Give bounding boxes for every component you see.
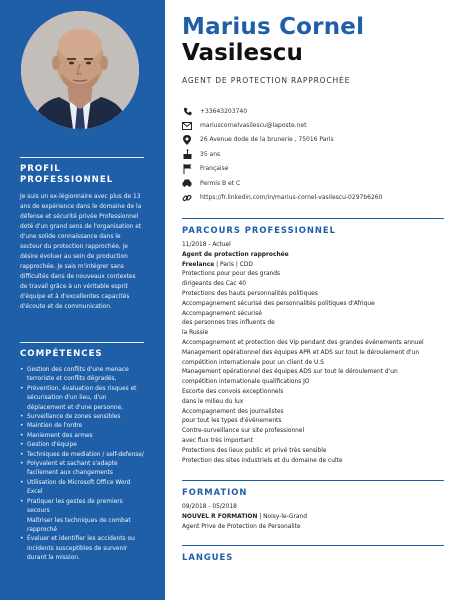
contact-license (182, 176, 447, 190)
experience-entry (182, 241, 444, 466)
skill-item: • Techniques de mediation / self-defense/ (20, 451, 144, 460)
experience-detail-line: Accompagnement sécurisé (182, 310, 262, 317)
experience-details (182, 270, 444, 466)
last-name: Vasilescu (182, 40, 303, 66)
experience-detail-line: Contre-surveillance sur site professionnel (182, 428, 305, 435)
formation-degree-line (182, 513, 444, 523)
languages-title: LANGUES (182, 552, 234, 562)
contact-list (182, 104, 447, 205)
experience-detail-line: pour tout les types d'événements (182, 418, 282, 425)
skill-item: • Utilisation de Microsoft Office Word Excel (20, 479, 144, 498)
experience-company-line (182, 261, 444, 271)
contact-linkedin (182, 190, 447, 204)
skill-item: • Prévention, évaluation des risques et sécurisation d'un lieu, d'un déplacement et d'une personne, (20, 385, 144, 413)
link-icon (182, 193, 192, 203)
contact-nationality-text: Française (200, 165, 229, 173)
experience-detail-line: Management opérationnel des équipes ADS sur tout le déroulement d'un (182, 369, 398, 376)
experience-detail-line: dans le milieu du lux (182, 398, 244, 405)
experience-detail-line: compétition internationale pour un client de U.S (182, 359, 324, 366)
profile-divider (20, 157, 144, 158)
experience-detail-line: Accompagnement des journalistes (182, 408, 284, 415)
formation-divider (182, 480, 444, 481)
contact-age-text: 35 ans (200, 150, 221, 158)
experience-detail-line: Accompagnement et protection des Vip pendant des grandes événements annuel (182, 339, 424, 346)
contact-license-text: Permis B et C (200, 179, 241, 187)
experience-detail-line: compétition internationale qualifications JO (182, 379, 310, 386)
formation-degree: NOUVEL R FORMATION (182, 513, 258, 520)
skills-divider (20, 342, 144, 343)
formation-title: FORMATION (182, 487, 248, 497)
experience-detail-line: dirigeants des Cac 40 (182, 281, 247, 288)
first-name: Marius Cornel (182, 14, 365, 40)
experience-title: PARCOURS PROFESSIONNEL (182, 225, 336, 235)
experience-divider (182, 218, 444, 219)
profile-text: Je suis un ex-légionnaire avec plus de 13 ans de expérience dans le domaine de la défense et sécurité privée Professionnel doté d'un grand sens de l'organisation et d'une solide connaissance dans le secteur du protection rapprochée, je désire évoluer au sein de production rapprochée. Je sais m'intégrer sans difficultés dans de nouveaux contextes de travail grâce à un véritable esprit d'équipe et à d'excellentes capacités d'écoute et de communication. (20, 194, 142, 310)
contact-phone (182, 104, 447, 118)
location-icon (182, 135, 192, 145)
experience-detail-line: Protection des sites industriels et du domaine de culte (182, 457, 343, 464)
experience-section (182, 218, 444, 466)
experience-detail-line: Protections des hauts personnalités politiques (182, 290, 318, 297)
experience-detail-line: Escorte des convois exceptionnels (182, 388, 284, 395)
contact-email-text[interactable]: mariuscornelvasilescu@laposte.net (200, 122, 307, 130)
experience-detail-line: Accompagnement sécurisé des personnalités politiques d'Afrique (182, 300, 375, 307)
contact-nationality (182, 162, 447, 176)
experience-detail-line: Management opérationnel des équipes APR et ADS sur tout le déroulement d'un (182, 349, 420, 356)
experience-detail-line: Protections pour pour des grands (182, 271, 281, 278)
contact-address (182, 133, 447, 147)
skill-item: Maîtriser les techniques de combat rapproché (27, 517, 131, 533)
skill-item: • Surveillance de zones sensibles (20, 413, 144, 422)
profile-photo (21, 11, 139, 129)
job-title: AGENT DE PROTECTION RAPPROCHÉE (182, 76, 351, 85)
contact-linkedin-text[interactable]: https://fr.linkedin.com/in/marius-cornel-vasilescu-0297b6260 (200, 194, 383, 202)
contact-address-text: 26 Avenue dode de la brunerie , 75016 Paris (200, 136, 334, 144)
formation-dates: 09/2018 - 05/2018 (182, 504, 237, 510)
skill-item: • Maniement des armes (20, 432, 144, 441)
profile-title: PROFIL PROFESSIONNEL (20, 164, 114, 185)
email-icon (182, 121, 192, 131)
experience-position: Agent de protection rapprochée (182, 251, 289, 258)
contact-age (182, 147, 447, 161)
profile-section (20, 157, 144, 312)
skill-item: • Maintien de l'ordre (20, 422, 144, 431)
skill-item: • Polyvalent et sachant s'adapte facilement aux changements (20, 460, 144, 479)
languages-section (182, 545, 444, 562)
experience-detail-line: Protections des lieux public et privé très sensible (182, 447, 327, 454)
skill-item: • Évaluer et identifier les accidents ou incidents susceptibles de survenir durant la mission. (20, 535, 144, 563)
experience-detail-line: la Russie (182, 330, 209, 337)
formation-section (182, 480, 444, 532)
portrait-image (21, 11, 139, 129)
experience-detail-line: avec flux très important (182, 437, 253, 444)
flag-icon (182, 164, 192, 174)
formation-description: Agent Prive de Protection de Personalite (182, 523, 301, 530)
experience-dates: 11/2018 - Actuel (182, 242, 231, 248)
skill-item: • Pratiquer les gestes de premiers secours (20, 498, 144, 517)
languages-divider (182, 545, 444, 546)
skills-title: COMPÉTENCES (20, 349, 103, 359)
birthday-cake-icon (182, 149, 192, 159)
contact-phone-text: +33643203740 (200, 107, 248, 115)
skills-list (20, 366, 144, 564)
formation-entry (182, 503, 444, 532)
sidebar (0, 0, 165, 600)
skill-item: • Gestion des conflits d'une menace terroriste et conflits dégradés, (20, 366, 144, 385)
formation-place: | Noisy-le-Grand (257, 513, 307, 520)
car-icon (182, 178, 192, 188)
experience-detail-line: des personnes tres influents de (182, 320, 275, 327)
phone-icon (182, 106, 192, 116)
contact-email (182, 118, 447, 132)
experience-company: Freelance (182, 261, 215, 268)
skill-item: • Gestion d'équipe (20, 441, 144, 450)
experience-company-details: | Paris | CDD (214, 261, 253, 268)
skills-section (20, 342, 144, 564)
